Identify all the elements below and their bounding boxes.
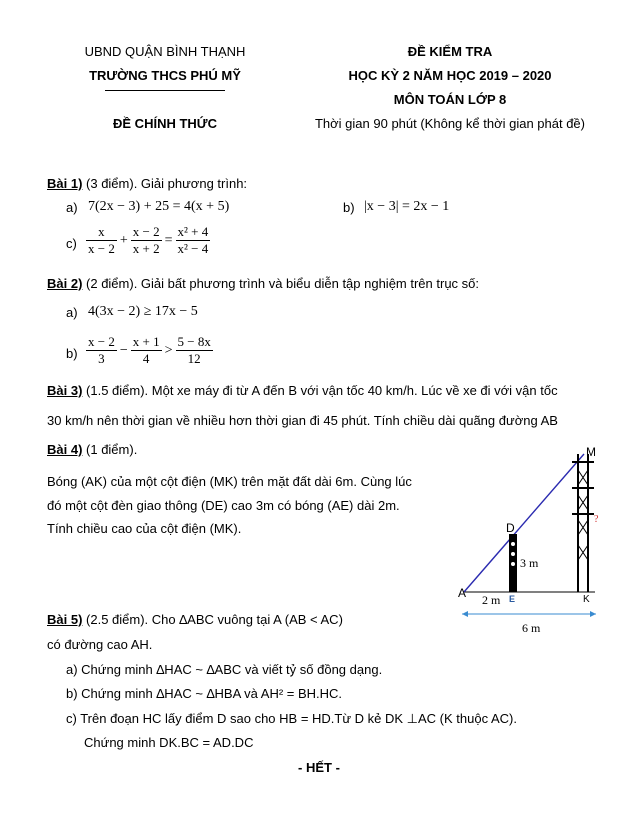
fraction — [176, 224, 211, 257]
bai3-line1: (1.5 điểm). Một xe máy đi từ A đến B với vận tốc 40 km/h. Lúc về xe đi với vận tốc — [82, 383, 558, 398]
bai2-text: (2 điểm). Giải bất phương trình và biểu diễn tập nghiệm trên trục số: — [82, 276, 480, 291]
bai5-title: Bài 5) — [47, 612, 83, 627]
bai2-title: Bài 2) — [47, 276, 83, 291]
operator: − — [119, 342, 128, 358]
numerator: x + 1 — [132, 334, 160, 349]
bai3-line2: 30 km/h nên thời gian về nhiều hơn thời gian đi 45 phút. Tính chiều dài quãng đường AB — [47, 413, 558, 428]
bai1-title: Bài 1) — [47, 176, 83, 191]
fraction — [86, 334, 117, 367]
fraction — [131, 224, 162, 257]
bai1-heading — [47, 176, 247, 191]
bai5-c1: c) Trên đoạn HC lấy điểm D sao cho HB = HD.Từ D kẻ DK ⊥AC (K thuộc AC). — [66, 711, 517, 726]
bai2-b-label: b) — [66, 346, 78, 361]
fraction — [131, 334, 162, 367]
bai5-line2: có đường cao AH. — [47, 637, 153, 652]
bai2-b-expr — [86, 334, 213, 367]
bai5-text: (2.5 điểm). Cho ∆ABC vuông tại A (AB < AC) — [82, 612, 343, 627]
bai2-heading — [47, 276, 479, 291]
bai1-a-label: a) — [66, 200, 78, 215]
bai1-text: (3 điểm). Giải phương trình: — [82, 176, 248, 191]
bai4-line3: Tính chiều cao của cột điện (MK). — [47, 521, 242, 536]
bai5-a: a) Chứng minh ∆HAC ~ ∆ABC và viết tỷ số đồng dạng. — [66, 662, 383, 677]
light-dot — [511, 562, 515, 566]
denominator: x² − 4 — [177, 241, 209, 256]
school-name: TRƯỜNG THCS PHÚ MỸ — [89, 68, 241, 83]
operator: = — [164, 232, 173, 248]
exam-duration: Thời gian 90 phút (Không kể thời gian phát đề) — [314, 116, 585, 131]
bai2-a-expr: 4(3x − 2) ≥ 17x − 5 — [88, 304, 198, 319]
denominator: 3 — [98, 351, 105, 366]
bai4-line2: đó một cột đèn giao thông (DE) cao 3m có bóng (AE) dài 2m. — [47, 498, 400, 513]
bai5-b: b) Chứng minh ∆HAC ~ ∆HBA và AH² = BH.HC. — [66, 686, 343, 701]
label-E: E — [509, 594, 516, 604]
label-M: M — [586, 445, 596, 459]
bai3-title: Bài 3) — [47, 383, 83, 398]
denominator: x − 2 — [88, 241, 115, 256]
subject-title: MÔN TOÁN LỚP 8 — [393, 92, 507, 107]
denominator: 12 — [187, 351, 201, 366]
fraction — [86, 224, 117, 257]
bai1-a-expr: 7(2x − 3) + 25 = 4(x + 5) — [88, 199, 230, 214]
end-marker: - HẾT - — [298, 760, 340, 775]
bai4-text: (1 điểm). — [82, 442, 138, 457]
bai1-b-label: b) — [343, 200, 355, 215]
arrow-head — [590, 611, 596, 617]
light-dot — [511, 552, 515, 556]
bai2-a-label: a) — [66, 305, 78, 320]
bai1-c-label: c) — [66, 236, 77, 251]
sun-ray-line — [464, 454, 584, 592]
bai4-line1: Bóng (AK) của một cột điện (MK) trên mặt đất dài 6m. Cùng lúc — [47, 474, 412, 489]
label-6m: 6 m — [522, 621, 541, 635]
operator: + — [119, 232, 128, 248]
numerator: x — [86, 224, 117, 241]
label-K: K — [583, 594, 590, 605]
label-A: A — [458, 586, 467, 600]
light-dot — [511, 542, 515, 546]
numerator: x − 2 — [132, 224, 160, 239]
label-2m: 2 m — [482, 593, 501, 607]
numerator: x² + 4 — [177, 224, 209, 239]
numerator: x − 2 — [88, 334, 115, 349]
label-3m: 3 m — [520, 556, 539, 570]
bai5-c2: Chứng minh DK.BC = AD.DC — [84, 735, 254, 750]
exam-title: ĐỀ KIỂM TRA — [407, 44, 493, 59]
arrow-head — [462, 611, 468, 617]
bai3-heading — [47, 383, 558, 398]
denominator: x + 2 — [132, 241, 160, 256]
bai5-heading — [47, 612, 343, 627]
bai4-heading — [47, 442, 137, 457]
label-D: D — [506, 521, 515, 535]
shadow-figure — [450, 440, 620, 640]
bai4-title: Bài 4) — [47, 442, 83, 457]
header-underline — [105, 90, 225, 91]
electric-pole — [572, 454, 594, 592]
operator: > — [164, 342, 173, 358]
fraction — [176, 334, 213, 367]
numerator: 5 − 8x — [177, 334, 211, 349]
official-exam-label: ĐỀ CHÍNH THỨC — [113, 116, 217, 131]
semester-title: HỌC KỲ 2 NĂM HỌC 2019 – 2020 — [348, 68, 552, 83]
denominator: 4 — [142, 351, 150, 366]
label-question: ? — [594, 514, 599, 525]
bai1-c-expr — [86, 224, 210, 257]
bai1-b-expr: |x − 3| = 2x − 1 — [364, 199, 450, 214]
district-name: UBND QUẬN BÌNH THẠNH — [84, 44, 246, 59]
